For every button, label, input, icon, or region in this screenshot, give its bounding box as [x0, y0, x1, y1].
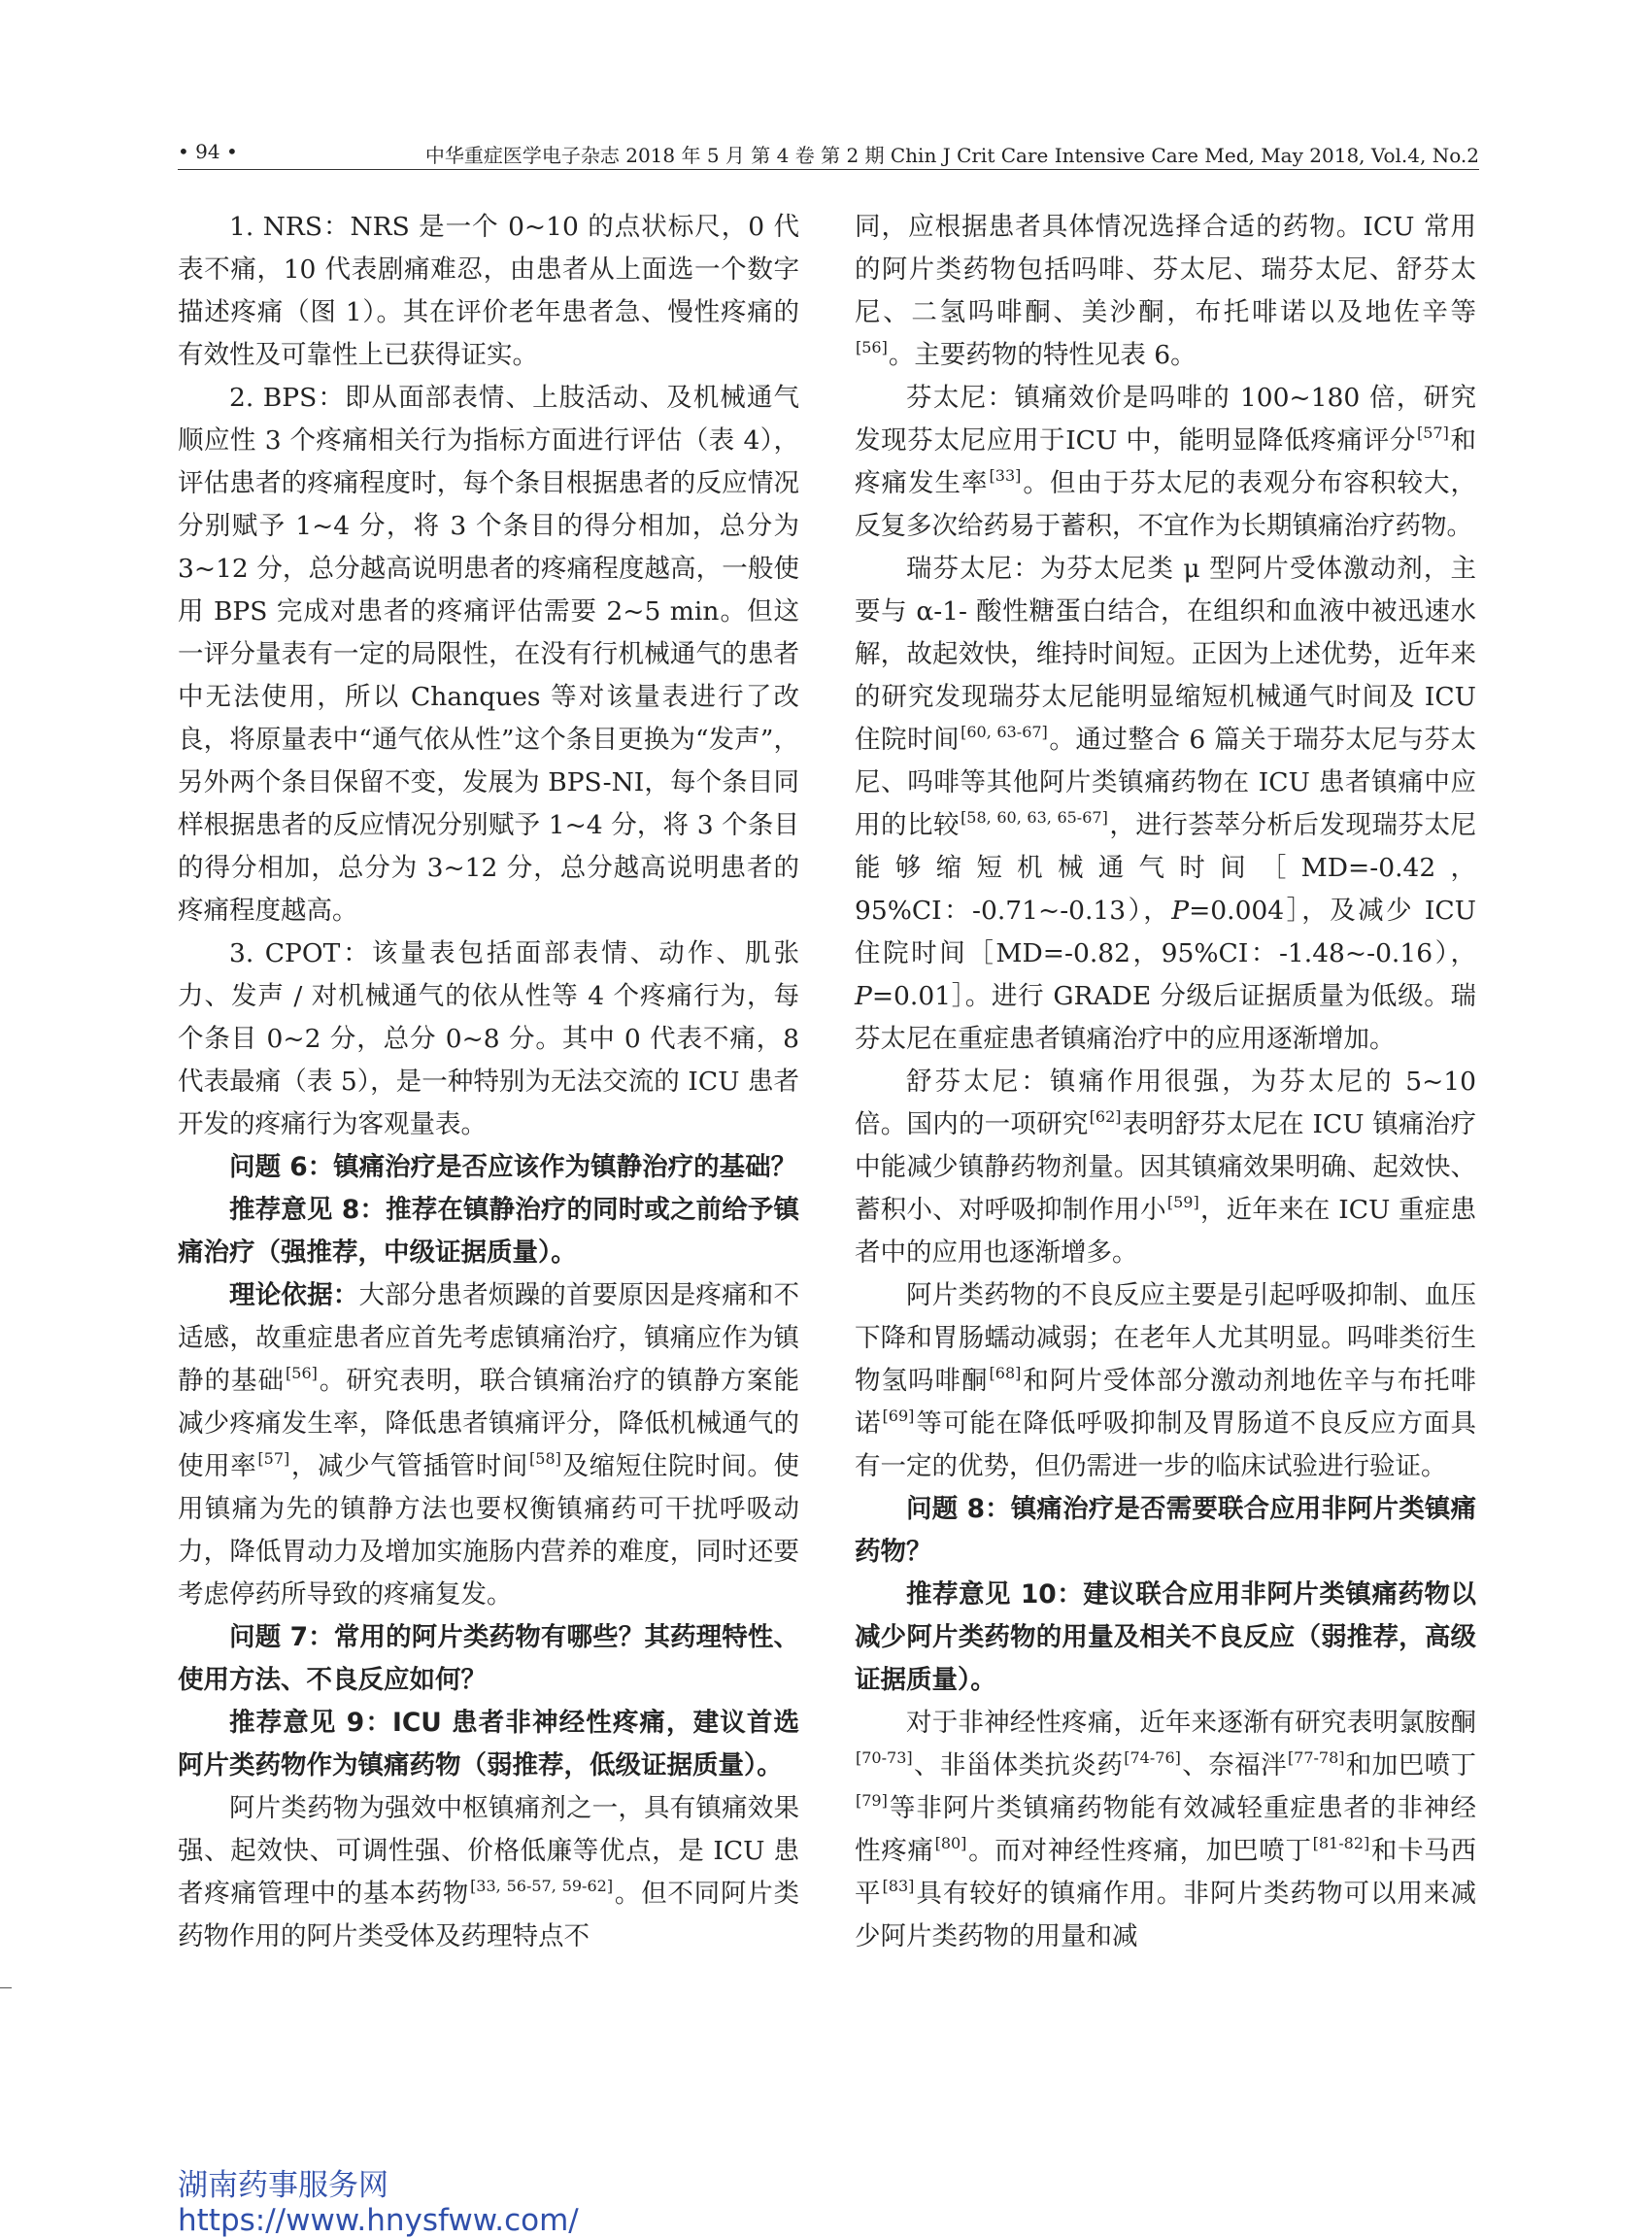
- watermark: [178, 2168, 579, 2238]
- recommendation-9: 推荐意见 9：ICU 患者非神经性疼痛，建议首选阿片类药物作为镇痛药物（弱推荐，低级证据质量）。: [178, 1708, 799, 1780]
- question-7-heading: 问题 7：常用的阿片类药物有哪些？其药理特性、使用方法、不良反应如何？: [178, 1622, 799, 1695]
- p-value-symbol: P: [1171, 896, 1190, 926]
- question-8-heading: 问题 8：镇痛治疗是否需要联合应用非阿片类镇痛药物？: [855, 1494, 1476, 1567]
- watermark-url[interactable]: https://www.hnysfww.com/: [178, 2203, 579, 2238]
- paragraph-adverse-effects: 阿片类药物的不良反应主要是引起呼吸抑制、血压下降和胃肠蠕动减弱；在老年人尤其明显。吗啡类衍生物氢吗啡酮[68]和阿片受体部分激动剂地佐辛与布托啡诺[69]等可能在降低呼吸抑制及胃肠道不良反应方面具有一定的优势，但仍需进一步的临床试验进行验证。: [855, 1280, 1477, 1481]
- citation-69: [69]: [882, 1407, 915, 1425]
- citation-83: [83]: [882, 1877, 915, 1895]
- citation-81-82: [81-82]: [1312, 1834, 1370, 1852]
- citation-60-67: [60, 63-67]: [961, 723, 1048, 741]
- citation-74-76: [74-76]: [1124, 1748, 1181, 1767]
- paragraph-bps: 2. BPS：即从面部表情、上肢活动、及机械通气顺应性 3 个疼痛相关行为指标方面进行评估（表 4），评估患者的疼痛程度时，每个条目根据患者的反应情况分别赋予 1~4 分，将 3 个条目的得分相加，总分为 3~12 分，总分越高说明患者的疼痛程度越高，一般使用 BPS 完成对患者的疼痛评估需要 2~5 min。但这一评分量表有一定的局限性，在没有行机械通气的患者中无法使用，所以 Chanques 等对该量表进行了改良，将原量表中“通气依从性”这个条目更换为“发声”，另外两个条目保留不变，发展为 BPS-NI，每个条目同样根据患者的反应情况分别赋予 1~4 分，将 3 个条目的得分相加，总分为 3~12 分，总分越高说明患者的疼痛程度越高。: [178, 383, 799, 926]
- journal-citation: 中华重症医学电子杂志 2018 年 5 月 第 4 卷 第 2 期 Chin J Crit Care Intensive Care Med, May 2018, Vol.4, No.2: [424, 144, 1479, 167]
- paragraph-non-opioids: 对于非神经性疼痛，近年来逐渐有研究表明氯胺酮[70-73]、非甾体类抗炎药[74-76]、奈福泮[77-78]和加巴喷丁[79]等非阿片类镇痛药物能有效减轻重症患者的非神经性疼痛[80]。而对神经性疼痛，加巴喷丁[81-82]和卡马西平[83]具有较好的镇痛作用。非阿片类药物可以用来减少阿片类药物的用量和减: [855, 1708, 1477, 1951]
- citation-70-73: [70-73]: [856, 1748, 913, 1767]
- citation-57: [57]: [1417, 424, 1449, 442]
- citation-68: [68]: [989, 1364, 1022, 1382]
- margin-mark: [0, 1987, 12, 1988]
- citation-79: [79]: [856, 1791, 888, 1810]
- paragraph-fentanyl: 芬太尼：镇痛效价是吗啡的 100~180 倍，研究发现芬太尼应用于ICU 中，能明显降低疼痛评分[57]和疼痛发生率[33]。但由于芬太尼的表观分布容积较大，反复多次给药易于蓄积，不宜作为长期镇痛治疗药物。: [855, 383, 1477, 541]
- citation-33: [33]: [989, 466, 1022, 485]
- watermark-site-name: 湖南药事服务网: [178, 2168, 388, 2203]
- paragraph-basis: 理论依据：大部分患者烦躁的首要原因是疼痛和不适感，故重症患者应首先考虑镇痛治疗，镇痛应作为镇静的基础[56]。研究表明，联合镇痛治疗的镇静方案能减少疼痛发生率，降低患者镇痛评分，降低机械通气的使用率[57]，减少气管插管时间[58]及缩短住院时间。使用镇痛为先的镇静方法也要权衡镇痛药可干扰呼吸动力，降低胃动力及增加实施肠内营养的难度，同时还要考虑停药所导致的疼痛复发。: [178, 1280, 800, 1610]
- paragraph-cpot: 3. CPOT：该量表包括面部表情、动作、肌张力、发声 / 对机械通气的依从性等 4 个疼痛行为，每个条目 0~2 分，总分 0~8 分。其中 0 代表不痛，8 代表最痛（表 5），是一种特别为无法交流的 ICU 患者开发的疼痛行为客观量表。: [178, 938, 799, 1139]
- citation-80: [80]: [934, 1834, 967, 1852]
- citation-62: [62]: [1089, 1107, 1122, 1126]
- citation-33-62: [33, 56-57, 59-62]: [470, 1877, 614, 1895]
- paragraph-opioids: 阿片类药物为强效中枢镇痛剂之一，具有镇痛效果强、起效快、可调性强、价格低廉等优点，是 ICU 患者疼痛管理中的基本药物[33, 56-57, 59-62]。但不同阿片类药物作用的阿片类受体及药理特点不: [178, 1793, 800, 1951]
- paragraph-nrs: 1. NRS：NRS 是一个 0~10 的点状标尺，0 代表不痛，10 代表剧痛难忍，由患者从上面选一个数字描述疼痛（图 1）。其在评价老年患者急、慢性疼痛的有效性及可靠性上已获得证实。: [178, 212, 799, 370]
- citation-58: [58]: [529, 1449, 561, 1468]
- citation-56: [56]: [286, 1364, 318, 1382]
- basis-label: 理论依据：: [229, 1280, 359, 1310]
- citation-56: [56]: [856, 338, 888, 356]
- paragraph-sufentanil: 舒芬太尼：镇痛作用很强，为芬太尼的 5~10 倍。国内的一项研究[62]表明舒芬太尼在 ICU 镇痛治疗中能减少镇静药物剂量。因其镇痛效果明确、起效快、蓄积小、对呼吸抑制作用小[59]，近年来在 ICU 重症患者中的应用也逐渐增多。: [855, 1067, 1476, 1268]
- citation-59: [59]: [1166, 1193, 1199, 1211]
- running-header: [178, 136, 1479, 170]
- left-column: [178, 206, 799, 1958]
- question-6-heading: 问题 6：镇痛治疗是否应该作为镇静治疗的基础？: [229, 1152, 797, 1182]
- page-number: • 94 •: [178, 140, 238, 163]
- right-column: [855, 206, 1476, 1958]
- recommendation-10: 推荐意见 10：建议联合应用非阿片类镇痛药物以减少阿片类药物的用量及相关不良反应（弱推荐，高级证据质量）。: [855, 1579, 1476, 1695]
- paragraph-continued: 同，应根据患者具体情况选择合适的药物。ICU 常用的阿片类药物包括吗啡、芬太尼、瑞芬太尼、舒芬太尼、二氢吗啡酮、美沙酮，布托啡诺以及地佐辛等[56]。主要药物的特性见表 6。: [855, 212, 1476, 370]
- p-value-symbol: P: [855, 981, 872, 1011]
- recommendation-8: 推荐意见 8：推荐在镇静治疗的同时或之前给予镇痛治疗（强推荐，中级证据质量）。: [178, 1195, 799, 1268]
- paragraph-remifentanil: 瑞芬太尼：为芬太尼类 μ 型阿片受体激动剂，主要与 α-1- 酸性糖蛋白结合，在组织和血液中被迅速水解，故起效快，维持时间短。正因为上述优势，近年来的研究发现瑞芬太尼能明显缩短机械通气时间及 ICU 住院时间[60, 63-67]。通过整合 6 篇关于瑞芬太尼与芬太尼、吗啡等其他阿片类镇痛药物在 ICU 患者镇痛中应用的比较[58, 60, 63, 65-67]，进行荟萃分析后发现瑞芬太尼能够缩短机械通气时间［MD=-0.42，95%CI：-0.71~-0.13），P=0.004］，及减少 ICU 住院时间［MD=-0.82，95%CI：-1.48~-0.16），P=0.01］。进行 GRADE 分级后证据质量为低级。瑞芬太尼在重症患者镇痛治疗中的应用逐渐增加。: [855, 554, 1477, 1054]
- citation-57: [57]: [257, 1449, 290, 1468]
- citation-77-78: [77-78]: [1287, 1748, 1345, 1767]
- citation-58-67: [58, 60, 63, 65-67]: [961, 808, 1108, 827]
